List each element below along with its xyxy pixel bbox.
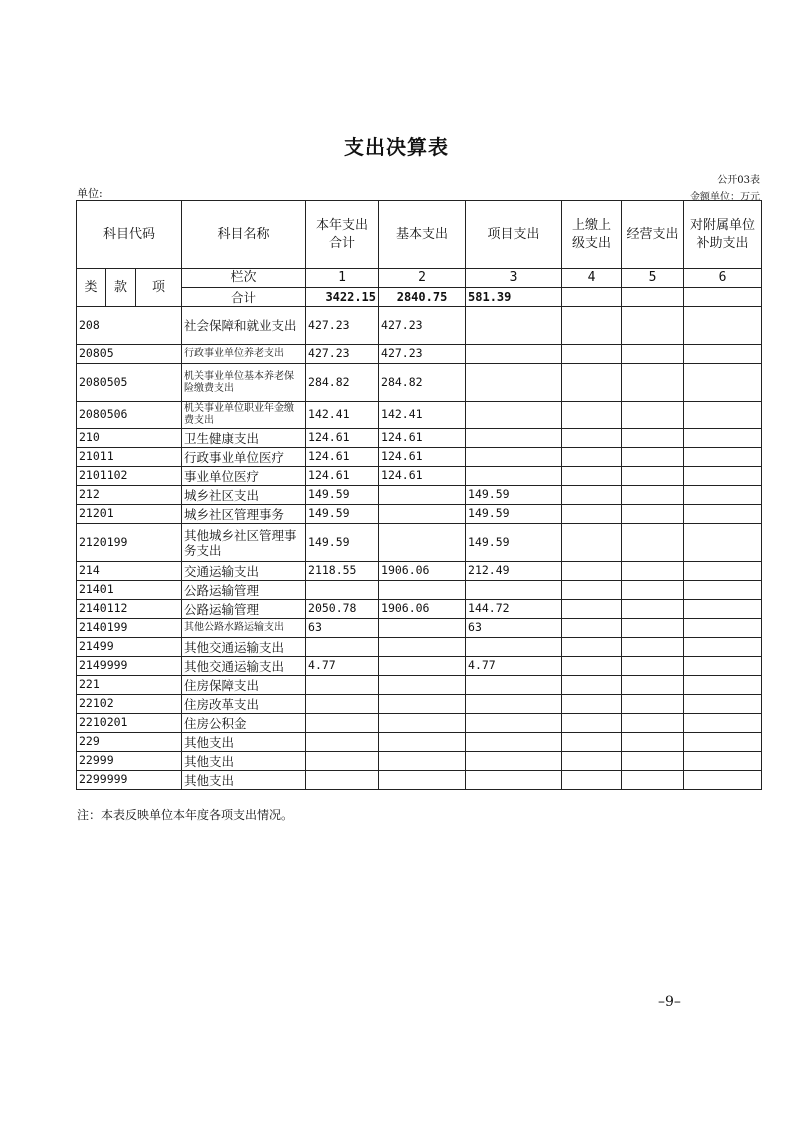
row-code: 2101102 — [77, 467, 182, 486]
table-row — [77, 600, 762, 619]
row-project: 63 — [466, 619, 562, 638]
row-code: 214 — [77, 562, 182, 581]
row-business — [622, 429, 684, 448]
col-number-3: 3 — [466, 269, 562, 288]
row-upper — [562, 752, 622, 771]
table-row — [77, 695, 762, 714]
row-name: 其他交通运输支出 — [182, 657, 306, 676]
row-upper — [562, 467, 622, 486]
row-upper — [562, 429, 622, 448]
row-subsidy — [684, 733, 762, 752]
column-number-row — [77, 269, 762, 288]
row-basic — [379, 657, 466, 676]
row-subsidy — [684, 600, 762, 619]
row-basic — [379, 638, 466, 657]
row-total — [306, 676, 379, 695]
row-code: 20805 — [77, 345, 182, 364]
header-kuan: 款 — [106, 269, 136, 307]
row-upper — [562, 619, 622, 638]
row-subsidy — [684, 714, 762, 733]
row-upper — [562, 562, 622, 581]
header-xiang: 项 — [136, 269, 182, 307]
row-code: 22102 — [77, 695, 182, 714]
row-subsidy — [684, 467, 762, 486]
row-total: 149.59 — [306, 486, 379, 505]
header-basic: 基本支出 — [379, 201, 466, 269]
row-code: 212 — [77, 486, 182, 505]
row-total: 63 — [306, 619, 379, 638]
row-business — [622, 657, 684, 676]
row-upper — [562, 657, 622, 676]
row-subsidy — [684, 752, 762, 771]
table-row — [77, 307, 762, 345]
row-total: 149.59 — [306, 524, 379, 562]
table-row — [77, 402, 762, 429]
row-subsidy — [684, 619, 762, 638]
row-subsidy — [684, 429, 762, 448]
row-subsidy — [684, 657, 762, 676]
row-project — [466, 448, 562, 467]
row-business — [622, 307, 684, 345]
row-code: 210 — [77, 429, 182, 448]
row-total: 284.82 — [306, 364, 379, 402]
header-project: 项目支出 — [466, 201, 562, 269]
row-total: 124.61 — [306, 467, 379, 486]
table-row — [77, 733, 762, 752]
table-row — [77, 345, 762, 364]
row-basic: 1906.06 — [379, 600, 466, 619]
row-subsidy — [684, 307, 762, 345]
row-code: 2210201 — [77, 714, 182, 733]
row-upper — [562, 581, 622, 600]
row-project — [466, 733, 562, 752]
table-row — [77, 771, 762, 790]
row-business — [622, 695, 684, 714]
row-upper — [562, 486, 622, 505]
row-total: 4.77 — [306, 657, 379, 676]
row-basic — [379, 581, 466, 600]
page-title: 支出决算表 — [344, 135, 449, 159]
row-business — [622, 562, 684, 581]
table-row — [77, 581, 762, 600]
row-name: 机关事业单位职业年金缴费支出 — [182, 402, 306, 429]
row-upper — [562, 714, 622, 733]
row-project — [466, 429, 562, 448]
col-number-5: 5 — [622, 269, 684, 288]
row-project: 149.59 — [466, 524, 562, 562]
row-total — [306, 714, 379, 733]
row-basic — [379, 752, 466, 771]
row-code: 2140199 — [77, 619, 182, 638]
header-subsidy-line2: 补助支出 — [696, 235, 749, 251]
table-number: 公开03表 — [717, 175, 760, 186]
row-upper — [562, 307, 622, 345]
row-name: 卫生健康支出 — [182, 429, 306, 448]
row-name: 公路运输管理 — [182, 600, 306, 619]
table-row — [77, 524, 762, 562]
row-business — [622, 467, 684, 486]
row-subsidy — [684, 448, 762, 467]
row-business — [622, 771, 684, 790]
row-code: 2080506 — [77, 402, 182, 429]
total-project: 581.39 — [466, 288, 562, 307]
header-lei: 类 — [77, 269, 106, 307]
row-business — [622, 733, 684, 752]
row-name: 社会保障和就业支出 — [182, 307, 306, 345]
row-business — [622, 676, 684, 695]
row-project: 212.49 — [466, 562, 562, 581]
row-business — [622, 638, 684, 657]
row-code: 21201 — [77, 505, 182, 524]
row-subsidy — [684, 364, 762, 402]
row-subsidy — [684, 771, 762, 790]
row-business — [622, 486, 684, 505]
row-name: 公路运输管理 — [182, 581, 306, 600]
row-total: 2118.55 — [306, 562, 379, 581]
row-subsidy — [684, 581, 762, 600]
row-business — [622, 448, 684, 467]
header-total — [306, 201, 379, 269]
row-basic — [379, 676, 466, 695]
row-upper — [562, 364, 622, 402]
table-row — [77, 619, 762, 638]
row-total: 142.41 — [306, 402, 379, 429]
row-name: 交通运输支出 — [182, 562, 306, 581]
header-row — [77, 201, 762, 269]
row-upper — [562, 448, 622, 467]
row-code: 2149999 — [77, 657, 182, 676]
row-name: 城乡社区支出 — [182, 486, 306, 505]
table-row — [77, 486, 762, 505]
row-basic — [379, 619, 466, 638]
row-basic: 1906.06 — [379, 562, 466, 581]
row-name: 其他交通运输支出 — [182, 638, 306, 657]
row-project — [466, 307, 562, 345]
row-name: 其他支出 — [182, 752, 306, 771]
row-subsidy — [684, 505, 762, 524]
row-total: 149.59 — [306, 505, 379, 524]
row-project: 149.59 — [466, 505, 562, 524]
row-code: 2140112 — [77, 600, 182, 619]
row-total: 427.23 — [306, 307, 379, 345]
row-business — [622, 619, 684, 638]
row-subsidy — [684, 562, 762, 581]
row-business — [622, 364, 684, 402]
row-basic — [379, 505, 466, 524]
header-subsidy-line1: 对附属单位 — [690, 217, 756, 233]
row-subsidy — [684, 345, 762, 364]
table-row — [77, 676, 762, 695]
row-business — [622, 581, 684, 600]
table-row — [77, 448, 762, 467]
row-name: 城乡社区管理事务 — [182, 505, 306, 524]
row-total — [306, 638, 379, 657]
table-note: 注：本表反映单位本年度各项支出情况。 — [77, 808, 294, 822]
row-project — [466, 638, 562, 657]
header-subsidy — [684, 201, 762, 269]
row-upper — [562, 733, 622, 752]
row-name: 住房改革支出 — [182, 695, 306, 714]
table-row — [77, 505, 762, 524]
row-project — [466, 695, 562, 714]
row-name: 住房保障支出 — [182, 676, 306, 695]
row-upper — [562, 505, 622, 524]
row-name: 机关事业单位基本养老保险缴费支出 — [182, 364, 306, 402]
row-business — [622, 505, 684, 524]
header-business: 经营支出 — [622, 201, 684, 269]
row-code: 21499 — [77, 638, 182, 657]
row-upper — [562, 695, 622, 714]
row-total: 427.23 — [306, 345, 379, 364]
row-project — [466, 467, 562, 486]
header-upper-line2: 级支出 — [572, 235, 612, 251]
total-label: 合计 — [182, 288, 306, 307]
row-upper — [562, 600, 622, 619]
total-subsidy — [684, 288, 762, 307]
header-total-line1: 本年支出 — [316, 217, 369, 233]
row-upper — [562, 345, 622, 364]
row-basic: 284.82 — [379, 364, 466, 402]
row-basic — [379, 695, 466, 714]
row-business — [622, 402, 684, 429]
row-total — [306, 581, 379, 600]
row-total — [306, 733, 379, 752]
header-total-line2: 合计 — [329, 235, 356, 251]
row-total — [306, 695, 379, 714]
row-code: 229 — [77, 733, 182, 752]
unit-label: 单位: — [77, 187, 103, 200]
row-total: 124.61 — [306, 429, 379, 448]
row-basic — [379, 486, 466, 505]
row-subsidy — [684, 402, 762, 429]
row-name: 其他支出 — [182, 771, 306, 790]
row-total — [306, 752, 379, 771]
table-row — [77, 562, 762, 581]
row-business — [622, 714, 684, 733]
table-row — [77, 364, 762, 402]
total-upper — [562, 288, 622, 307]
table-row — [77, 657, 762, 676]
row-code: 22999 — [77, 752, 182, 771]
row-project — [466, 402, 562, 429]
row-code: 21401 — [77, 581, 182, 600]
header-lanci: 栏次 — [182, 269, 306, 288]
money-unit-label: 金额单位：万元 — [690, 192, 760, 203]
row-basic — [379, 714, 466, 733]
header-name: 科目名称 — [182, 201, 306, 269]
row-project — [466, 364, 562, 402]
header-upper-line1: 上缴上 — [572, 217, 612, 233]
row-subsidy — [684, 486, 762, 505]
row-code: 221 — [77, 676, 182, 695]
row-name: 其他公路水路运输支出 — [182, 619, 306, 638]
col-number-4: 4 — [562, 269, 622, 288]
row-name: 其他城乡社区管理事务支出 — [182, 524, 306, 562]
row-subsidy — [684, 638, 762, 657]
row-business — [622, 345, 684, 364]
row-basic: 124.61 — [379, 429, 466, 448]
col-number-6: 6 — [684, 269, 762, 288]
row-upper — [562, 771, 622, 790]
row-subsidy — [684, 695, 762, 714]
row-total: 124.61 — [306, 448, 379, 467]
row-code: 2120199 — [77, 524, 182, 562]
header-upper — [562, 201, 622, 269]
total-business — [622, 288, 684, 307]
row-project: 4.77 — [466, 657, 562, 676]
row-upper — [562, 524, 622, 562]
row-code: 2080505 — [77, 364, 182, 402]
row-project — [466, 581, 562, 600]
table-row — [77, 429, 762, 448]
row-basic: 124.61 — [379, 467, 466, 486]
table-row — [77, 467, 762, 486]
row-basic: 427.23 — [379, 307, 466, 345]
row-name: 行政事业单位养老支出 — [182, 345, 306, 364]
row-name: 行政事业单位医疗 — [182, 448, 306, 467]
row-basic: 124.61 — [379, 448, 466, 467]
row-project — [466, 345, 562, 364]
table-row — [77, 638, 762, 657]
expenditure-table — [76, 200, 762, 790]
row-upper — [562, 402, 622, 429]
col-number-2: 2 — [379, 269, 466, 288]
row-business — [622, 524, 684, 562]
row-basic: 142.41 — [379, 402, 466, 429]
row-project — [466, 714, 562, 733]
row-project: 144.72 — [466, 600, 562, 619]
row-code: 21011 — [77, 448, 182, 467]
page-number: –9– — [658, 994, 681, 1010]
row-project — [466, 676, 562, 695]
total-amount: 3422.15 — [306, 288, 379, 307]
row-basic: 427.23 — [379, 345, 466, 364]
row-business — [622, 752, 684, 771]
col-number-1: 1 — [306, 269, 379, 288]
row-name: 事业单位医疗 — [182, 467, 306, 486]
row-total — [306, 771, 379, 790]
row-business — [622, 600, 684, 619]
row-name: 住房公积金 — [182, 714, 306, 733]
row-total: 2050.78 — [306, 600, 379, 619]
table-row — [77, 752, 762, 771]
table-row — [77, 714, 762, 733]
row-project: 149.59 — [466, 486, 562, 505]
row-project — [466, 752, 562, 771]
total-basic: 2840.75 — [379, 288, 466, 307]
row-code: 2299999 — [77, 771, 182, 790]
row-subsidy — [684, 676, 762, 695]
row-subsidy — [684, 524, 762, 562]
row-project — [466, 771, 562, 790]
row-name: 其他支出 — [182, 733, 306, 752]
header-code: 科目代码 — [77, 201, 182, 269]
row-basic — [379, 524, 466, 562]
row-basic — [379, 771, 466, 790]
row-upper — [562, 676, 622, 695]
row-basic — [379, 733, 466, 752]
row-upper — [562, 638, 622, 657]
row-code: 208 — [77, 307, 182, 345]
